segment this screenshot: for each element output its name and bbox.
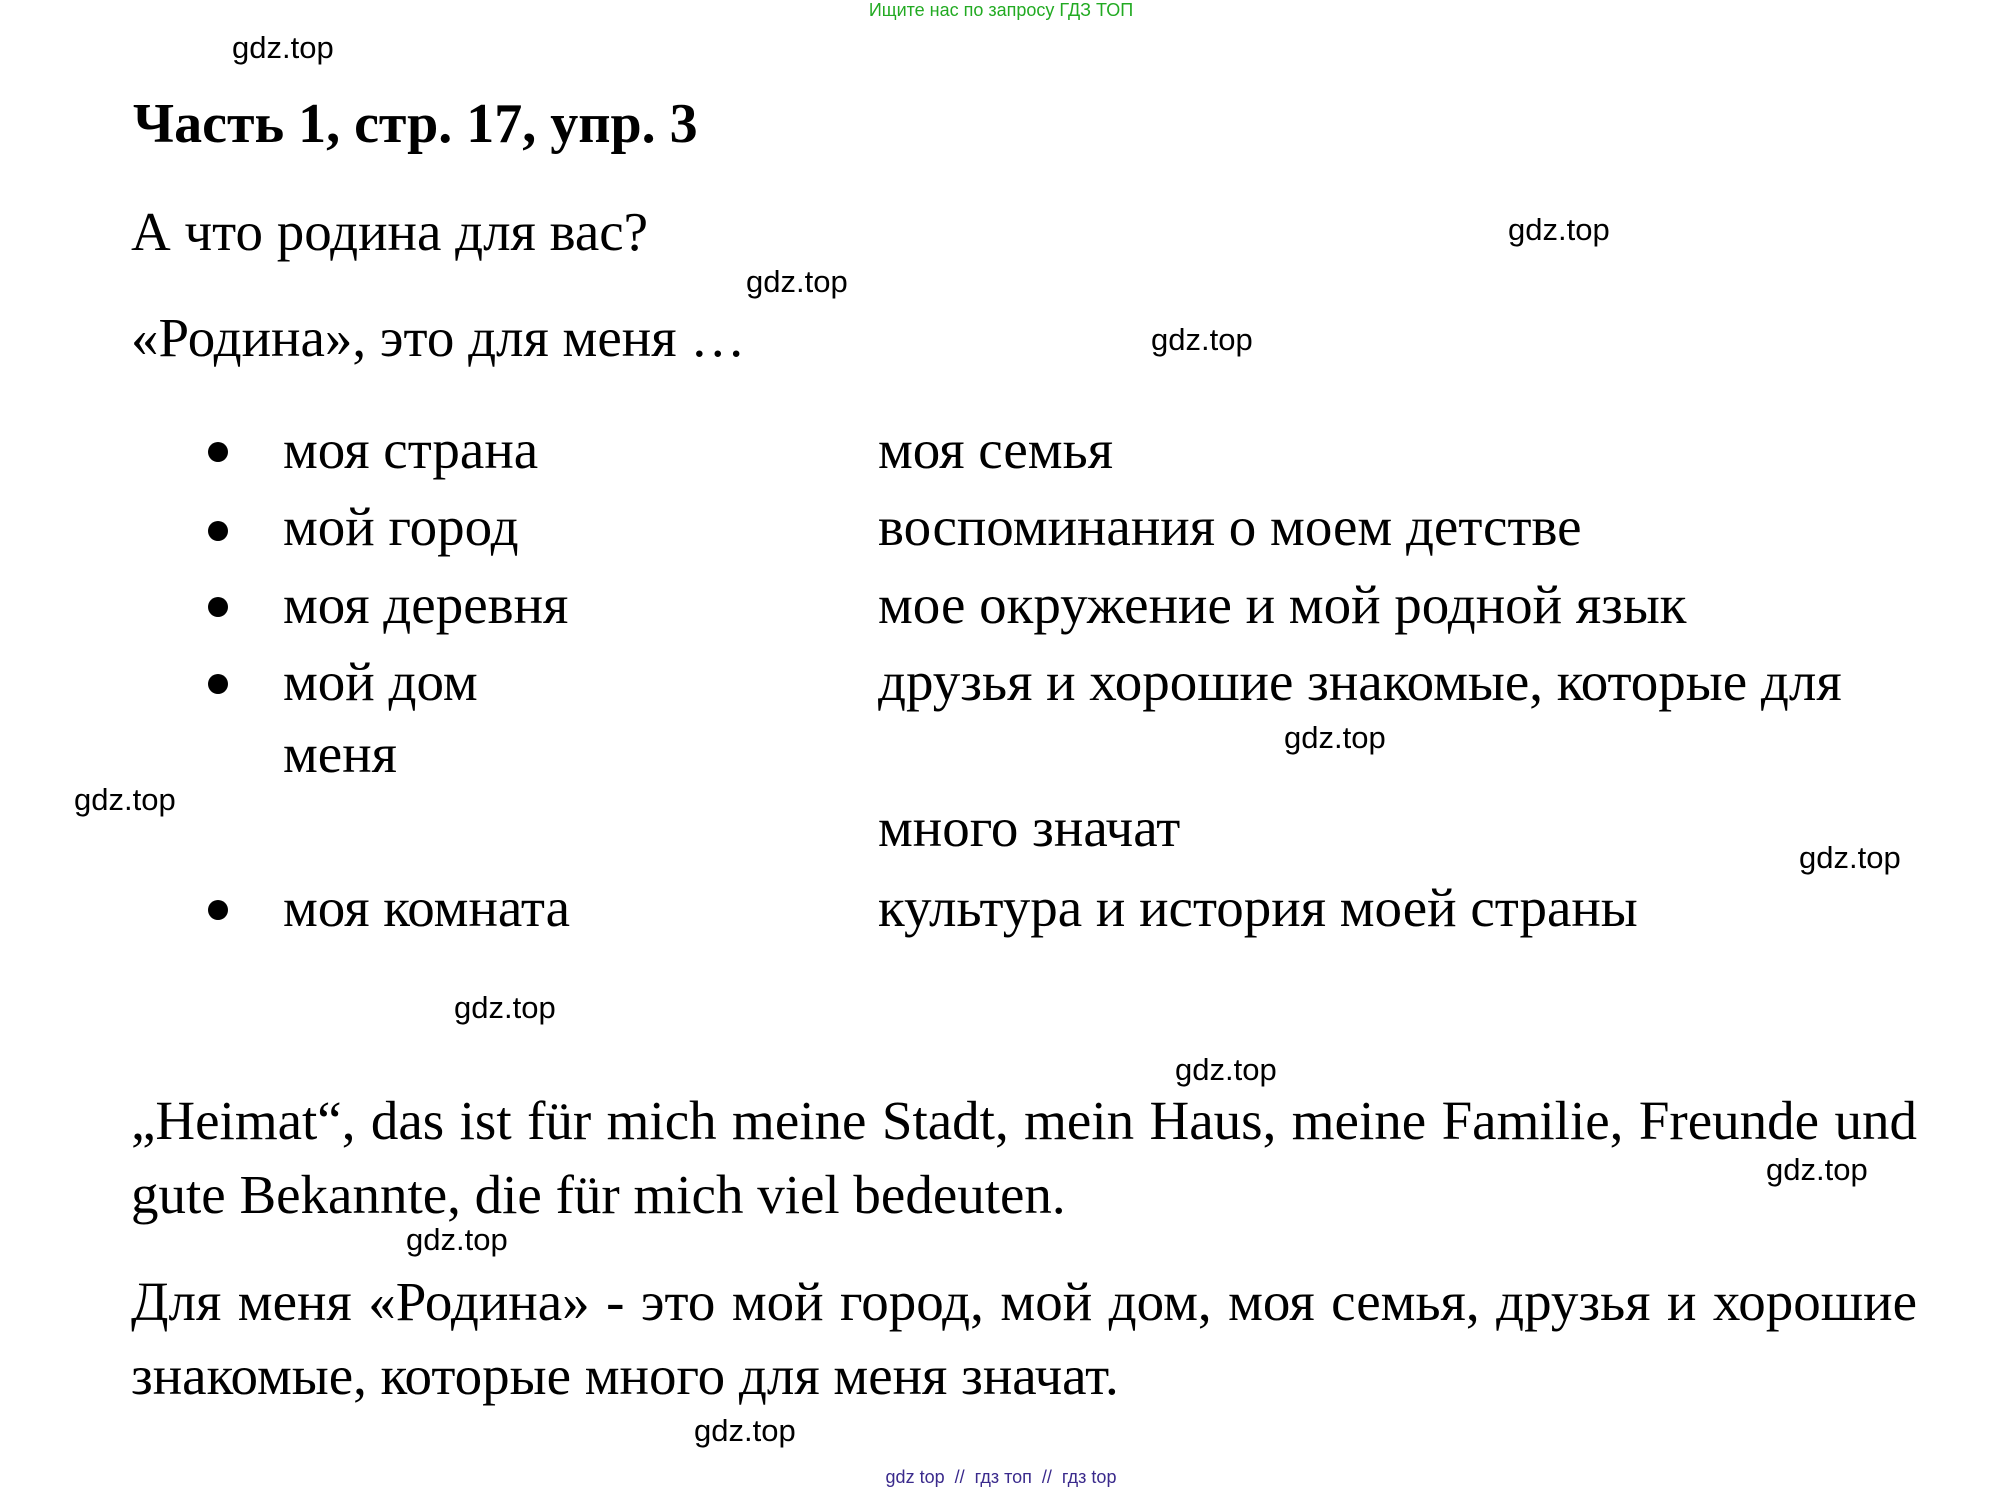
watermark-text: gdz.top xyxy=(1284,720,1386,755)
watermark-text: gdz.top xyxy=(1508,212,1610,247)
watermark-text: gdz.top xyxy=(746,264,848,299)
list-left-item: моя деревня xyxy=(283,574,569,635)
list-left-item: мой дом xyxy=(283,651,478,712)
list-left-item: моя комната xyxy=(283,877,571,938)
list-right-item: воспоминания о моем детстве xyxy=(878,496,1582,557)
bullet-2-icon xyxy=(208,521,228,541)
bullet-1-icon xyxy=(208,442,228,462)
list-right-item: мое окружение и мой родной язык xyxy=(878,574,1687,635)
list-left-item: мой город xyxy=(283,496,519,557)
site-note-bottom: gdz top // гдз топ // гдз top xyxy=(885,1467,1117,1487)
watermark-text: gdz.top xyxy=(1766,1152,1868,1187)
exercise-title: Часть 1, стр. 17, упр. 3 xyxy=(133,93,698,155)
russian-answer: Для меня «Родина» - это мой город, мой дом, моя семья, друзья и хорошие знакомые, которые много для меня значат. xyxy=(131,1271,1917,1406)
watermark-text: gdz.top xyxy=(406,1222,508,1257)
german-answer: „Heimat“, das ist für mich meine Stadt, mein Haus, meine Familie, Freunde und gute Bekannte, die für mich viel bedeuten. xyxy=(131,1090,1917,1225)
watermark-text: gdz.top xyxy=(74,782,176,817)
site-note-top: Ищите нас по запросу ГДЗ ТОП xyxy=(868,0,1134,20)
watermark-text: gdz.top xyxy=(1151,322,1253,357)
lead-text: «Родина», это для меня … xyxy=(131,307,746,368)
watermark-text: gdz.top xyxy=(454,990,556,1025)
list-left-item: меня xyxy=(283,723,397,784)
watermark-text: gdz.top xyxy=(1799,840,1901,875)
list-right-item: культура и история моей страны xyxy=(878,877,1638,938)
bullet-4-icon xyxy=(208,674,228,694)
bullet-3-icon xyxy=(208,597,228,617)
watermark-text: gdz.top xyxy=(694,1413,796,1448)
bullet-5-icon xyxy=(208,900,228,920)
list-right-item: моя семья xyxy=(878,419,1113,480)
list-right-item: друзья и хорошие знакомые, которые для xyxy=(878,651,1842,712)
watermark-text: gdz.top xyxy=(232,30,334,65)
question-text: А что родина для вас? xyxy=(131,201,649,262)
list-right-item: много значат xyxy=(878,797,1181,858)
list-left-item: моя страна xyxy=(283,419,539,480)
watermark-text: gdz.top xyxy=(1175,1052,1277,1087)
